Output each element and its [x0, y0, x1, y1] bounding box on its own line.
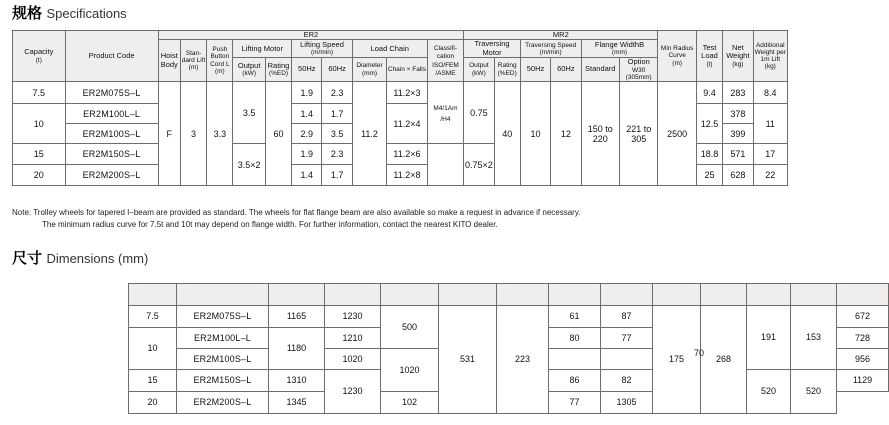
header-traversing-speed-label: Traversing Speed: [525, 41, 577, 49]
cell-net-weight: 571: [723, 144, 753, 165]
cell-chain-falls: 11.2×8: [387, 165, 427, 186]
dim-header-c1: [269, 284, 325, 306]
dim-cell-merged-520: 520: [747, 370, 791, 414]
header-chain-diameter-label: Diameter: [356, 62, 383, 70]
header-group-mr2: MR2: [464, 31, 658, 40]
header-flange-width-unit: (mm): [611, 49, 628, 57]
cell-lifting-speed-60: 1.7: [322, 165, 352, 186]
header-min-radius-curve-label: Min Radius Curve: [660, 45, 694, 60]
header-push-button-cord-unit: (m): [214, 68, 225, 75]
cell-capacity: 20: [13, 165, 66, 186]
specifications-heading: [12, 2, 127, 23]
cell-additional-weight: 22: [753, 165, 787, 186]
header-classification-label: Classifi-cation ISO/FEM /ASME: [432, 44, 459, 78]
header-net-weight: [723, 31, 753, 82]
dim-cell-c3: [549, 349, 601, 370]
header-lifting-motor: Lifting Motor: [233, 40, 292, 58]
header-traversing-speed-50hz: 50Hz: [520, 58, 550, 82]
header-additional-weight-unit: (kg): [764, 63, 776, 71]
cell-product-code: ER2M100S–L: [65, 124, 158, 144]
dim-cell-merged-500: 500: [381, 306, 439, 349]
cell-chain-falls: 11.2×3: [387, 82, 427, 104]
cell-product-code: ER2M100L–L: [65, 104, 158, 124]
cell-chain-falls: 11.2×6: [387, 144, 427, 165]
cell-product-code: ER2M150S–L: [65, 144, 158, 165]
cell-lifting-speed-60: 2.3: [322, 144, 352, 165]
cell-lifting-speed-50: 1.9: [292, 144, 322, 165]
cell-traversing-output-bottom: 0.75×2: [464, 144, 494, 186]
cell-lifting-speed-50: 1.4: [292, 104, 322, 124]
dim-header-c6: [549, 284, 601, 306]
header-traversing-output: [464, 58, 494, 82]
dim-cell-c3: 80: [549, 328, 601, 349]
specifications-title-en: Specifications: [46, 6, 127, 21]
dim-cell-merged-1020: 1020: [381, 349, 439, 392]
cell-test-load: 12.5: [696, 104, 722, 144]
header-traversing-rating: [494, 58, 520, 82]
dim-cell-product-code: ER2M100S–L: [177, 349, 269, 370]
header-group-er2: ER2: [158, 31, 464, 40]
cell-product-code: ER2M075S–L: [65, 82, 158, 104]
dimensions-title-cn: 尺寸: [12, 250, 43, 267]
header-standard-lift-unit: (m): [188, 64, 199, 72]
cell-net-weight: 399: [723, 124, 753, 144]
cell-lifting-speed-50: 1.4: [292, 165, 322, 186]
dim-cell-capacity: 7.5: [129, 306, 177, 328]
cell-additional-weight: 8.4: [753, 82, 787, 104]
header-chain-falls-label: Chain × Falls: [387, 66, 426, 74]
header-test-load-unit: (t): [706, 60, 713, 68]
header-lifting-speed-50hz: 50Hz: [292, 58, 322, 82]
header-traversing-speed-unit: (m/min): [539, 48, 562, 56]
cell-chain-diameter: 11.2: [352, 82, 386, 186]
dim-header-c11: [791, 284, 837, 306]
cell-traversing-rating: 40: [494, 82, 520, 186]
header-net-weight-label: Net Weight: [726, 43, 750, 61]
footnote: [12, 207, 782, 230]
header-flange-standard: Standard: [581, 58, 619, 82]
header-traversing-motor: Traversing Motor: [464, 40, 521, 58]
header-net-weight-unit: (kg): [732, 60, 744, 68]
dim-cell-merged-268: 268: [701, 306, 747, 414]
cell-classification: [427, 82, 464, 144]
dim-cell-c5: 1129: [837, 370, 889, 392]
header-lifting-output: [233, 58, 265, 82]
header-additional-weight: [753, 31, 787, 82]
specifications-table: [12, 30, 788, 186]
cell-push-button-cord: 3.3: [207, 82, 233, 186]
dimensions-table: [128, 283, 889, 414]
dim-header-c8: [653, 284, 701, 306]
dim-cell-merged-153: 153: [791, 306, 837, 370]
header-hoist-body: Hoist Body: [158, 40, 180, 82]
header-lifting-rating-unit: (%ED): [268, 70, 289, 78]
footnote-line-1: Note: Trolley wheels for tapered I–beam are provided as standard. The wheels for flat flange beam are also available so make a request in advance if necessary.: [12, 208, 581, 217]
header-flange-option-sub: W30 (305mm): [625, 66, 652, 81]
header-traversing-rating-label: Rating: [497, 62, 517, 70]
header-traversing-speed: [520, 40, 581, 58]
dim-cell-c1: 1310: [269, 370, 325, 392]
cell-capacity: 15: [13, 144, 66, 165]
specifications-title-cn: 规格: [12, 5, 43, 22]
dim-cell-c4: 77: [549, 392, 601, 414]
cell-lifting-speed-60: 2.3: [322, 82, 352, 104]
dim-cell-product-code: ER2M150S–L: [177, 370, 269, 392]
dim-cell-c4: [601, 349, 653, 370]
dim-cell-c4: 82: [601, 370, 653, 392]
cell-lifting-speed-50: 1.9: [292, 82, 322, 104]
header-traversing-rating-unit: (%ED): [497, 69, 517, 77]
header-min-radius-curve-unit: (m): [672, 59, 683, 67]
cell-test-load: 18.8: [696, 144, 722, 165]
header-traversing-speed-60hz: 60Hz: [551, 58, 581, 82]
dim-cell-product-code: ER2M100L–L: [177, 328, 269, 349]
dim-header-c7: [601, 284, 653, 306]
dimensions-heading: [12, 247, 148, 268]
dim-header-c3: [381, 284, 439, 306]
cell-traversing-speed-50: 10: [520, 82, 550, 186]
cell-traversing-speed-60: 12: [551, 82, 581, 186]
dimensions-header-row: [129, 284, 889, 306]
dim-cell-c1: 1180: [269, 328, 325, 370]
cell-min-radius-curve: 2500: [658, 82, 696, 186]
cell-net-weight: 628: [723, 165, 753, 186]
cell-net-weight: 283: [723, 82, 753, 104]
cell-test-load: 9.4: [696, 82, 722, 104]
cell-classification-label: M4/1Am /H4: [433, 105, 458, 123]
cell-capacity: 10: [13, 104, 66, 144]
dim-cell-c3: 61: [549, 306, 601, 328]
header-test-load: [696, 31, 722, 82]
header-chain-falls: [387, 58, 427, 82]
header-standard-lift: [180, 40, 206, 82]
dim-cell-product-code: ER2M200S–L: [177, 392, 269, 414]
header-traversing-output-label: Output: [469, 62, 489, 70]
cell-hoist-body: F: [158, 82, 180, 186]
header-standard-lift-label: Stan-dard Lift: [181, 49, 206, 65]
cell-lifting-output-top: 3.5: [233, 82, 265, 144]
header-lifting-speed-label: Lifting Speed: [300, 39, 344, 49]
dim-cell-capacity: 20: [129, 392, 177, 414]
cell-test-load: 25: [696, 165, 722, 186]
header-classification: [427, 40, 464, 82]
dim-header-product-code: [177, 284, 269, 306]
header-lifting-output-unit: (kW): [242, 70, 257, 78]
header-capacity: [13, 31, 66, 82]
dim-cell-c5: 728: [837, 328, 889, 349]
header-lifting-speed-60hz: 60Hz: [322, 58, 352, 82]
header-lifting-rating-label: Rating: [267, 60, 290, 70]
dim-cell-merged-520b: 520: [791, 370, 837, 414]
dim-cell-capacity: 15: [129, 370, 177, 392]
dim-header-c10: [747, 284, 791, 306]
cell-product-code: ER2M200S–L: [65, 165, 158, 186]
table-row: [129, 306, 889, 328]
cell-lifting-rating: 60: [265, 82, 291, 186]
cell-additional-weight: 17: [753, 144, 787, 165]
header-chain-diameter-unit: (mm): [361, 69, 378, 77]
dim-cell-c2: 1230: [325, 306, 381, 328]
header-test-load-label: Test Load: [701, 43, 718, 61]
table-row: [13, 82, 788, 104]
cell-classification: [427, 144, 464, 186]
header-flange-width: [581, 40, 658, 58]
cell-additional-weight: 11: [753, 104, 787, 144]
dim-header-c9: [701, 284, 747, 306]
cell-traversing-output-top: 0.75: [464, 82, 494, 144]
dim-cell-merged-70: 70: [694, 348, 705, 358]
dim-cell-c2: 1230: [325, 370, 381, 414]
dim-cell-c5: 1305: [601, 392, 653, 414]
dim-cell-product-code: ER2M075S–L: [177, 306, 269, 328]
cell-lifting-output-bottom: 3.5×2: [233, 144, 265, 186]
dim-cell-merged-175: 175: [653, 306, 701, 414]
header-flange-option-label: Option: [627, 57, 650, 67]
header-chain-diameter: [352, 58, 386, 82]
cell-flange-option: 221 to 305: [619, 82, 658, 186]
header-lifting-speed: [292, 40, 353, 58]
dim-cell-merged-223: 223: [497, 306, 549, 414]
cell-standard-lift: 3: [180, 82, 206, 186]
header-product-code: Product Code: [65, 31, 158, 82]
dim-cell-merged-531: 531: [439, 306, 497, 414]
dim-cell-c3: 86: [549, 370, 601, 392]
header-flange-option: [619, 58, 658, 82]
header-capacity-label: Capacity: [24, 47, 54, 57]
dim-cell-c2: 1210: [325, 328, 381, 349]
cell-flange-standard: 150 to 220: [581, 82, 619, 186]
dim-cell-c4: 87: [601, 306, 653, 328]
dim-header-c4: [439, 284, 497, 306]
dim-header-c12: [837, 284, 889, 306]
dimensions-title-en: Dimensions (mm): [46, 251, 149, 266]
dim-cell-c4: 77: [601, 328, 653, 349]
header-push-button-cord-label: Push Button Cord L: [210, 46, 230, 68]
header-load-chain: Load Chain: [352, 40, 427, 58]
dim-cell-merged-191: 191: [747, 306, 791, 370]
footnote-line-2: The minimum radius curve for 7.5t and 10t may depend on flange width. For further information, contact the nearest KITO dealer.: [42, 219, 498, 229]
dim-header-capacity: [129, 284, 177, 306]
dim-cell-c2: 1020: [325, 349, 381, 370]
cell-net-weight: 378: [723, 104, 753, 124]
dim-cell-c3: 102: [381, 392, 439, 414]
header-lifting-output-label: Output: [237, 60, 261, 70]
header-min-radius-curve: [658, 31, 696, 82]
header-additional-weight-label: Additional Weight per 1m Lift: [754, 41, 786, 64]
cell-capacity: 7.5: [13, 82, 66, 104]
dim-header-c2: [325, 284, 381, 306]
cell-chain-falls: 11.2×4: [387, 104, 427, 144]
dim-cell-c5: 672: [837, 306, 889, 328]
dim-cell-capacity: 10: [129, 328, 177, 370]
header-push-button-cord: [207, 40, 233, 82]
dim-header-c5: [497, 284, 549, 306]
header-flange-width-label: Flange WidthB: [594, 39, 645, 49]
header-capacity-unit: (t): [35, 56, 42, 64]
header-traversing-output-unit: (kW): [472, 69, 486, 77]
dim-cell-c1: 1165: [269, 306, 325, 328]
header-lifting-rating: [265, 58, 291, 82]
dim-cell-c5: 956: [837, 349, 889, 370]
cell-lifting-speed-60: 3.5: [322, 124, 352, 144]
cell-lifting-speed-60: 1.7: [322, 104, 352, 124]
header-lifting-speed-unit: (m/min): [310, 49, 333, 57]
dim-cell-c1: 1345: [269, 392, 325, 414]
cell-lifting-speed-50: 2.9: [292, 124, 322, 144]
